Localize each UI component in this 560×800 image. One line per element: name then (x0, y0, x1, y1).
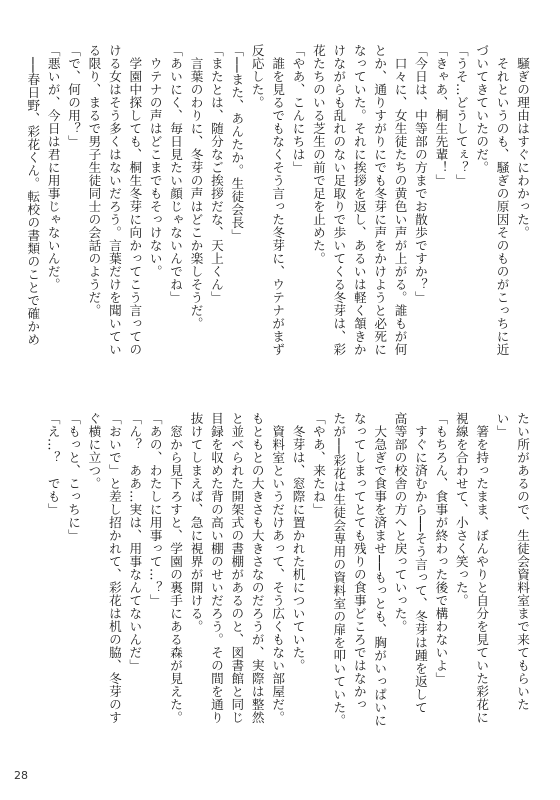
text-column: 「──また、あんたか。生徒会長」 (229, 44, 245, 242)
text-column: なってしまってとても残りの食事どころではなかっ (351, 412, 367, 711)
text-column: 視線を合わせて、小さく笑った。 (453, 412, 469, 607)
text-column: 「え…？ でも」 (45, 412, 61, 516)
text-column: 「もちろん、食事が終わった後で構わないよ」 (433, 412, 449, 685)
text-column: 学園中探しても、桐生冬芽に向かってこう言っての (127, 44, 143, 356)
text-column: ──春日野、彩花くん。転校の書類のことで確かめ (25, 44, 41, 346)
text-column: 言葉のわりに、冬芽の声はどこか楽しそうだ。 (188, 44, 204, 330)
text-column: 「やあ、こんにちは」 (290, 44, 306, 174)
text-column: 「またとは、随分なご挨拶だな、天上くん」 (208, 44, 224, 304)
lower-text-block (42, 412, 532, 740)
text-column: 抜けてしまえば、急に視界が開ける。 (188, 412, 204, 633)
text-column: たい所があるので、生徒会資料室まで来てもらいた (515, 412, 530, 711)
text-column: 反応した。 (249, 44, 265, 109)
upper-text-block (25, 44, 532, 382)
text-column: 騒ぎの理由はすぐにわかった。 (515, 44, 530, 239)
text-column: 大急ぎで食事を済ませ──もっとも、胸がいっぱいに (372, 412, 388, 727)
text-column: それというのも、騒ぎの原因そのものがこっちに近 (494, 44, 510, 356)
text-column: 誰を見るでもなくそう言った冬芽に、ウテナがまず (270, 44, 286, 356)
text-column: なっていた。それに挨拶を返し、あるいは軽く頷きか (351, 44, 367, 356)
text-column: 窓から見下ろすと、学園の裏手にある森が見えた。 (168, 412, 184, 724)
text-column: 花たちのいる芝生の前で足を止めた。 (310, 44, 326, 265)
text-column: 「おいで」と差し招かれて、彩花は机の脇、冬芽のす (106, 412, 122, 724)
text-column: と並べられた開架式の書棚があるのと、図書館と同じ (229, 412, 245, 724)
text-column: 「うそ…どうしてぇ？」 (453, 44, 469, 187)
text-column: 「ん？ ああ…実は、用事なんてないんだ」 (127, 412, 143, 672)
text-column: たが──彩花は生徒会専用の資料室の扉を叩いていた。 (331, 412, 347, 727)
text-column: とか、通りすがりにでも冬芽に声をかけようと必死に (372, 44, 388, 356)
text-column: づいてきていたのだ。 (474, 44, 490, 174)
text-column: 「あいにく、毎日見たい顔じゃないんでね」 (168, 44, 184, 304)
text-column: 「もっと、こっちに」 (66, 412, 82, 542)
text-column: 「今日は、中等部の方までお散歩ですか？」 (412, 44, 428, 304)
text-column: 「あの、わたしに用事って…？」 (147, 412, 163, 607)
text-column: 箸を持ったまま、ぼんやりと自分を見ていた彩花に (474, 412, 490, 724)
text-column: けながらも乱れのない足取りで歩いてくる冬芽は、彩 (331, 44, 347, 356)
text-column: 口々に、女生徒たちの黄色い声が上がる。誰もが何 (392, 44, 408, 356)
text-column: 高等部の校舎の方へと戻っていった。 (392, 412, 408, 633)
text-column: 冬芽は、窓際に置かれた机についていた。 (290, 412, 306, 672)
text-column: ウテナの声はどこまでもそっけない。 (147, 44, 163, 278)
text-column: ぐ横に立つ。 (86, 412, 102, 490)
text-column: 「やあ、来たね」 (310, 412, 326, 516)
text-column: 資料室というだけあって、そう広くもない部屋だ。 (270, 412, 286, 724)
text-column: もともとの大きさも大きさなのだろうが、実際は整然 (249, 412, 265, 724)
text-column: 「で、何の用？」 (66, 44, 82, 148)
text-column: ける女はそう多くはないだろう。言葉だけを聞いてい (106, 44, 122, 356)
text-column: る限り、まるで男子生徒同士の会話のようだ。 (86, 44, 102, 317)
text-column: 「きゃあ、桐生先輩！」 (433, 44, 449, 187)
text-column: すぐに済むから──そう言って、冬芽は踵を返して (412, 412, 428, 714)
text-column: い」 (494, 412, 510, 438)
page-number: 28 (14, 769, 28, 782)
text-column: 「悪いが、今日は君に用事じゃないんだ。 (45, 44, 61, 291)
text-column: 目録を収めた背の高い棚のせいだろう。その間を通り (208, 412, 224, 724)
